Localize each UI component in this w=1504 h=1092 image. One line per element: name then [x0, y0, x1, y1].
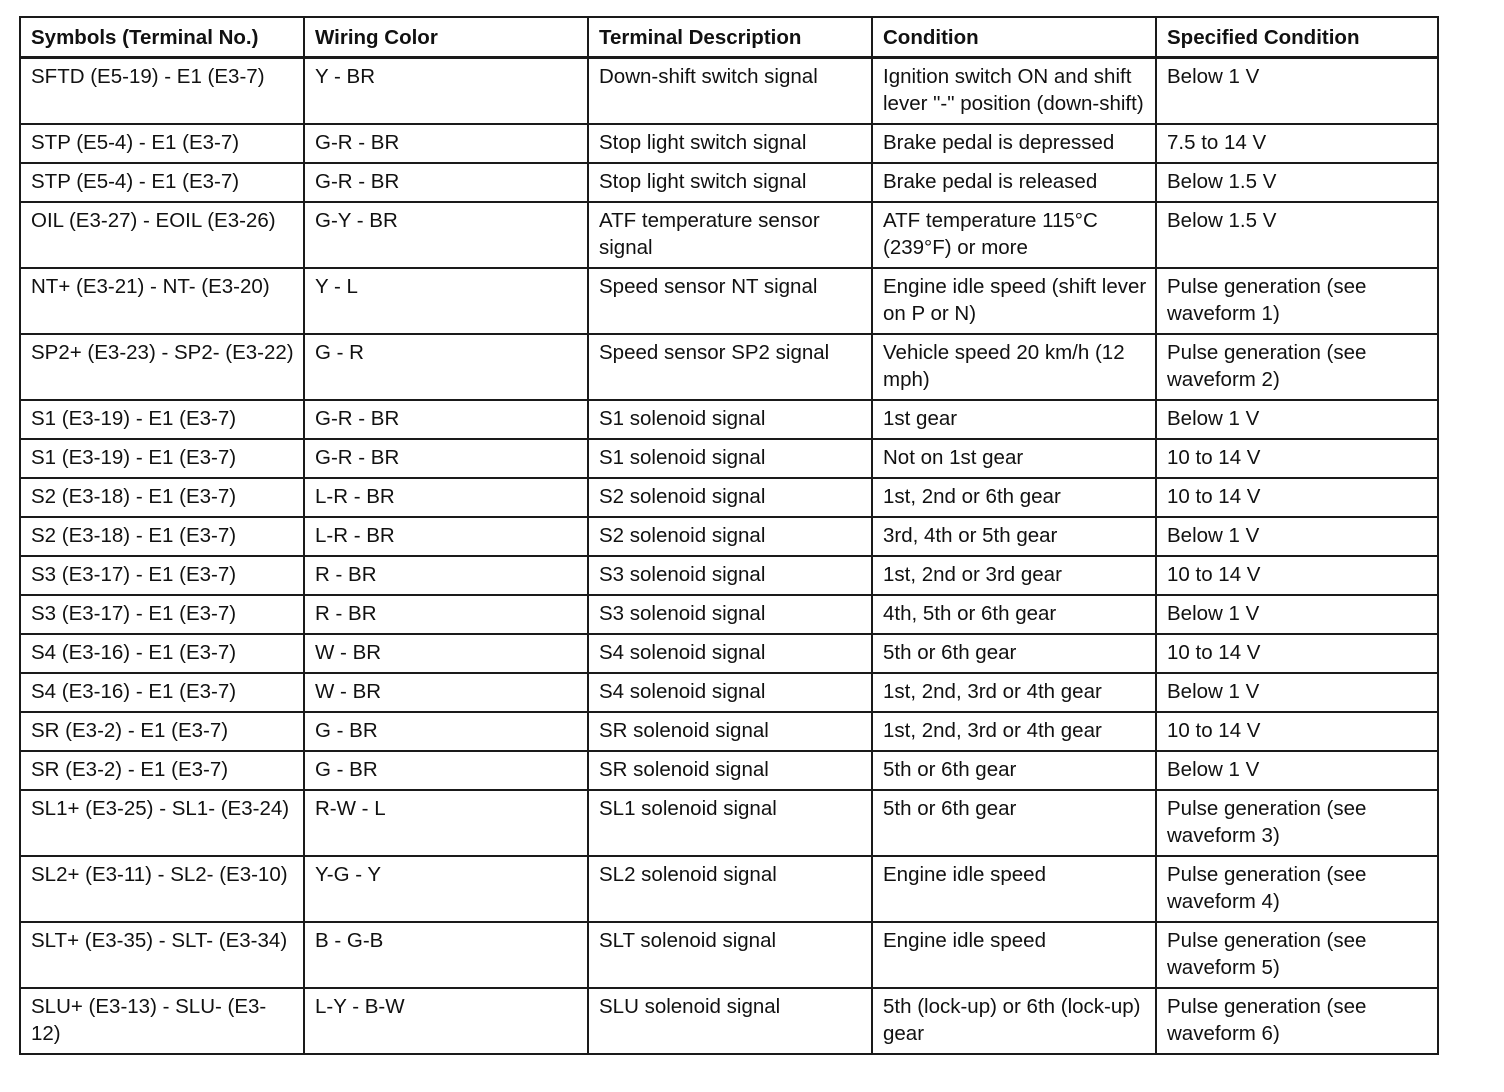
condition-cell: 1st, 2nd, 3rd or 4th gear: [872, 712, 1156, 751]
description-cell: S1 solenoid signal: [588, 400, 872, 439]
description-cell: S3 solenoid signal: [588, 595, 872, 634]
table-body: [20, 58, 1438, 1055]
symbol-cell: S3 (E3-17) - E1 (E3-7): [20, 556, 304, 595]
condition-cell: Not on 1st gear: [872, 439, 1156, 478]
condition-cell: Ignition switch ON and shift lever "-" position (down-shift): [872, 58, 1156, 125]
wiring-color-cell: G-R - BR: [304, 163, 588, 202]
table-row: [20, 988, 1438, 1054]
table-row: [20, 673, 1438, 712]
description-cell: SLT solenoid signal: [588, 922, 872, 988]
specified-condition-cell: 10 to 14 V: [1156, 478, 1438, 517]
condition-cell: 1st, 2nd or 3rd gear: [872, 556, 1156, 595]
wiring-color-cell: R - BR: [304, 595, 588, 634]
specified-condition-cell: 10 to 14 V: [1156, 556, 1438, 595]
table-row: [20, 556, 1438, 595]
header-condition: Condition: [872, 17, 1156, 58]
symbol-cell: SR (E3-2) - E1 (E3-7): [20, 712, 304, 751]
specified-condition-cell: Pulse generation (see waveform 5): [1156, 922, 1438, 988]
wiring-color-cell: W - BR: [304, 673, 588, 712]
table-row: [20, 922, 1438, 988]
description-cell: Down-shift switch signal: [588, 58, 872, 125]
wiring-color-cell: Y - BR: [304, 58, 588, 125]
description-cell: SR solenoid signal: [588, 751, 872, 790]
symbol-cell: S4 (E3-16) - E1 (E3-7): [20, 634, 304, 673]
wiring-color-cell: G-Y - BR: [304, 202, 588, 268]
wiring-color-cell: G-R - BR: [304, 400, 588, 439]
specified-condition-cell: Below 1 V: [1156, 58, 1438, 125]
table-row: [20, 58, 1438, 125]
condition-cell: ATF temperature 115°C (239°F) or more: [872, 202, 1156, 268]
table-row: [20, 517, 1438, 556]
table-row: [20, 595, 1438, 634]
wiring-color-cell: Y - L: [304, 268, 588, 334]
specified-condition-cell: Pulse generation (see waveform 2): [1156, 334, 1438, 400]
condition-cell: Engine idle speed: [872, 856, 1156, 922]
condition-cell: 4th, 5th or 6th gear: [872, 595, 1156, 634]
symbol-cell: SLU+ (E3-13) - SLU- (E3-12): [20, 988, 304, 1054]
table-row: [20, 400, 1438, 439]
condition-cell: 3rd, 4th or 5th gear: [872, 517, 1156, 556]
wiring-color-cell: W - BR: [304, 634, 588, 673]
condition-cell: 5th (lock-up) or 6th (lock-up) gear: [872, 988, 1156, 1054]
specified-condition-cell: Below 1 V: [1156, 751, 1438, 790]
description-cell: S3 solenoid signal: [588, 556, 872, 595]
symbol-cell: SP2+ (E3-23) - SP2- (E3-22): [20, 334, 304, 400]
description-cell: S2 solenoid signal: [588, 478, 872, 517]
specified-condition-cell: Below 1.5 V: [1156, 202, 1438, 268]
description-cell: Stop light switch signal: [588, 124, 872, 163]
condition-cell: 5th or 6th gear: [872, 634, 1156, 673]
table-row: [20, 439, 1438, 478]
header-symbols: Symbols (Terminal No.): [20, 17, 304, 58]
wiring-color-cell: L-R - BR: [304, 478, 588, 517]
symbol-cell: S2 (E3-18) - E1 (E3-7): [20, 517, 304, 556]
symbol-cell: SL1+ (E3-25) - SL1- (E3-24): [20, 790, 304, 856]
symbol-cell: S1 (E3-19) - E1 (E3-7): [20, 439, 304, 478]
header-specified-condition: Specified Condition: [1156, 17, 1438, 58]
wiring-color-cell: G - BR: [304, 751, 588, 790]
description-cell: SL1 solenoid signal: [588, 790, 872, 856]
symbol-cell: NT+ (E3-21) - NT- (E3-20): [20, 268, 304, 334]
table-row: [20, 790, 1438, 856]
description-cell: SL2 solenoid signal: [588, 856, 872, 922]
wiring-color-cell: Y-G - Y: [304, 856, 588, 922]
wiring-color-cell: G-R - BR: [304, 124, 588, 163]
symbol-cell: STP (E5-4) - E1 (E3-7): [20, 124, 304, 163]
symbol-cell: S1 (E3-19) - E1 (E3-7): [20, 400, 304, 439]
header-row: [20, 17, 1438, 58]
condition-cell: 1st gear: [872, 400, 1156, 439]
symbol-cell: SFTD (E5-19) - E1 (E3-7): [20, 58, 304, 125]
table-row: [20, 856, 1438, 922]
table-row: [20, 163, 1438, 202]
header-terminal-description: Terminal Description: [588, 17, 872, 58]
description-cell: S1 solenoid signal: [588, 439, 872, 478]
symbol-cell: SL2+ (E3-11) - SL2- (E3-10): [20, 856, 304, 922]
table-row: [20, 634, 1438, 673]
table-row: [20, 478, 1438, 517]
condition-cell: 5th or 6th gear: [872, 790, 1156, 856]
condition-cell: Brake pedal is depressed: [872, 124, 1156, 163]
condition-cell: Engine idle speed (shift lever on P or N): [872, 268, 1156, 334]
specified-condition-cell: 7.5 to 14 V: [1156, 124, 1438, 163]
symbol-cell: S4 (E3-16) - E1 (E3-7): [20, 673, 304, 712]
wiring-color-cell: R - BR: [304, 556, 588, 595]
condition-cell: 5th or 6th gear: [872, 751, 1156, 790]
table-row: [20, 751, 1438, 790]
specified-condition-cell: Below 1.5 V: [1156, 163, 1438, 202]
description-cell: SLU solenoid signal: [588, 988, 872, 1054]
condition-cell: Brake pedal is released: [872, 163, 1156, 202]
table-row: [20, 334, 1438, 400]
specified-condition-cell: Pulse generation (see waveform 4): [1156, 856, 1438, 922]
table-row: [20, 712, 1438, 751]
description-cell: S4 solenoid signal: [588, 634, 872, 673]
specified-condition-cell: Below 1 V: [1156, 595, 1438, 634]
condition-cell: 1st, 2nd, 3rd or 4th gear: [872, 673, 1156, 712]
description-cell: SR solenoid signal: [588, 712, 872, 751]
specified-condition-cell: 10 to 14 V: [1156, 439, 1438, 478]
table-row: [20, 124, 1438, 163]
symbol-cell: S3 (E3-17) - E1 (E3-7): [20, 595, 304, 634]
description-cell: S4 solenoid signal: [588, 673, 872, 712]
wiring-color-cell: L-Y - B-W: [304, 988, 588, 1054]
description-cell: Speed sensor SP2 signal: [588, 334, 872, 400]
specified-condition-cell: Pulse generation (see waveform 6): [1156, 988, 1438, 1054]
specified-condition-cell: 10 to 14 V: [1156, 712, 1438, 751]
header-wiring-color: Wiring Color: [304, 17, 588, 58]
specified-condition-cell: 10 to 14 V: [1156, 634, 1438, 673]
symbol-cell: SLT+ (E3-35) - SLT- (E3-34): [20, 922, 304, 988]
specified-condition-cell: Pulse generation (see waveform 3): [1156, 790, 1438, 856]
wiring-color-cell: G-R - BR: [304, 439, 588, 478]
symbol-cell: STP (E5-4) - E1 (E3-7): [20, 163, 304, 202]
symbol-cell: S2 (E3-18) - E1 (E3-7): [20, 478, 304, 517]
wiring-color-cell: G - BR: [304, 712, 588, 751]
wiring-color-cell: G - R: [304, 334, 588, 400]
wiring-color-cell: L-R - BR: [304, 517, 588, 556]
description-cell: Speed sensor NT signal: [588, 268, 872, 334]
description-cell: ATF temperature sensor signal: [588, 202, 872, 268]
specified-condition-cell: Below 1 V: [1156, 673, 1438, 712]
specified-condition-cell: Below 1 V: [1156, 517, 1438, 556]
condition-cell: Engine idle speed: [872, 922, 1156, 988]
terminal-spec-table: [19, 16, 1439, 1055]
specified-condition-cell: Below 1 V: [1156, 400, 1438, 439]
condition-cell: 1st, 2nd or 6th gear: [872, 478, 1156, 517]
condition-cell: Vehicle speed 20 km/h (12 mph): [872, 334, 1156, 400]
wiring-color-cell: B - G-B: [304, 922, 588, 988]
symbol-cell: SR (E3-2) - E1 (E3-7): [20, 751, 304, 790]
wiring-color-cell: R-W - L: [304, 790, 588, 856]
table-row: [20, 202, 1438, 268]
symbol-cell: OIL (E3-27) - EOIL (E3-26): [20, 202, 304, 268]
description-cell: S2 solenoid signal: [588, 517, 872, 556]
description-cell: Stop light switch signal: [588, 163, 872, 202]
specified-condition-cell: Pulse generation (see waveform 1): [1156, 268, 1438, 334]
table-row: [20, 268, 1438, 334]
